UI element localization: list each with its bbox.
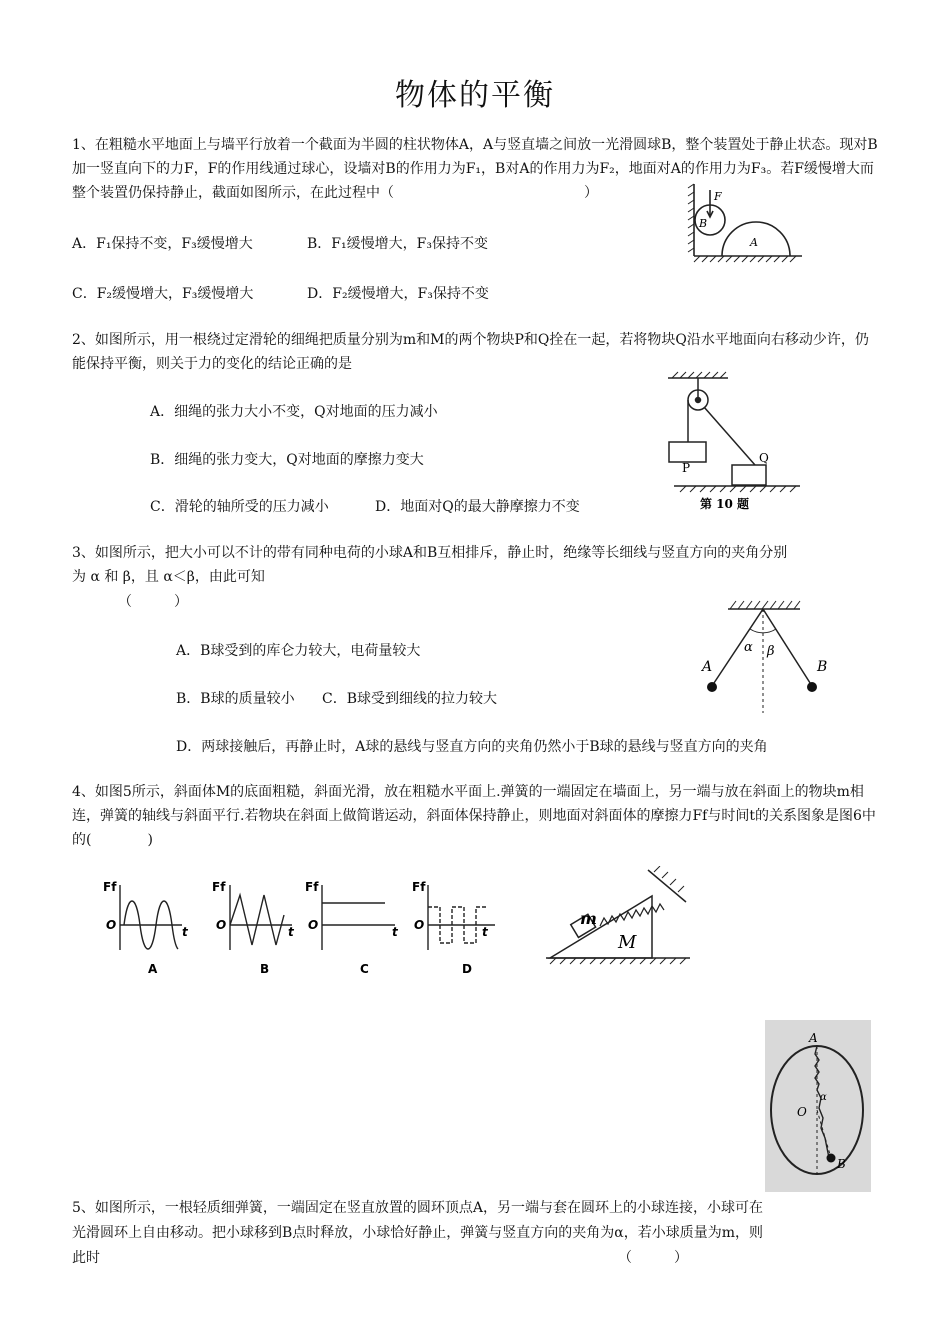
- question-4-stem: 4、如图5所示，斜面体M的底面粗糙，斜面光滑，放在粗糙水平面上.弹簧的一端固定在墙面上，另一端与放在斜面上的物块m相连，弹簧的轴线与斜面平行.若物块在斜面上做简谐运动，斜面体保持静止，则地面对斜面体的摩擦力Ff与时间t的关系图象是图6中的( ): [72, 784, 876, 848]
- graph-d-y-label: Ff: [412, 880, 426, 894]
- question-2-figure: [660, 370, 810, 516]
- graph-b-x-label: t: [288, 925, 294, 939]
- question-2-figure-label-q: Q: [759, 451, 769, 465]
- question-2-option-c: C．滑轮的轴所受的压力减小: [150, 499, 329, 515]
- question-1-paren-close: ）: [584, 185, 598, 201]
- graph-a-y-label: Ff: [103, 880, 117, 894]
- question-3-stem-line2: 为 α 和 β，且 α＜β，由此可知: [72, 569, 265, 585]
- question-3-stem-line1: 3、如图所示，把大小可以不计的带有同种电荷的小球A和B互相排斥，静止时，绝缘等长细线与竖直方向的夹角分别: [72, 545, 788, 561]
- graph-c-caption: C: [360, 962, 369, 976]
- question-1-figure-label-a: A: [750, 236, 758, 249]
- graph-d-x-label: t: [482, 925, 488, 939]
- question-3-option-c: C．B球受到细线的拉力较大: [322, 691, 497, 707]
- graph-b-y-label: Ff: [212, 880, 226, 894]
- question-2-option-b: B．细绳的张力变大，Q对地面的摩擦力变大: [150, 452, 424, 468]
- question-5-figure: [765, 1020, 871, 1192]
- graph-c: [305, 880, 399, 976]
- question-1-figure-label-f: F: [714, 190, 722, 203]
- question-1-option-d: D．F₂缓慢增大，F₃保持不变: [307, 286, 489, 302]
- question-3-figure-label-beta: β: [767, 644, 775, 659]
- question-4-incline-figure: [540, 866, 690, 966]
- question-5-figure-label-b: B: [837, 1157, 846, 1171]
- graph-b: [212, 880, 295, 976]
- question-3-ball-a: [707, 682, 717, 692]
- question-3-figure-label-alpha: α: [744, 640, 753, 655]
- question-3-option-a: A．B球受到的库仑力较大，电荷量较大: [176, 643, 421, 659]
- graph-d: [412, 880, 495, 976]
- graph-b-origin: O: [216, 918, 227, 932]
- graph-a-origin: O: [106, 918, 117, 932]
- graph-a-x-label: t: [182, 925, 188, 939]
- question-5-figure-label-alpha: α: [820, 1092, 827, 1103]
- graph-d-caption: D: [462, 962, 472, 976]
- question-1-option-a: A．F₁保持不变，F₃缓慢增大: [72, 236, 253, 252]
- question-3-paren: （ ）: [118, 594, 188, 610]
- question-5-figure-label-a: A: [809, 1031, 818, 1045]
- graph-a: [103, 880, 189, 976]
- question-3-option-b: B．B球的质量较小: [176, 691, 295, 707]
- question-5-stem-line1: 5、如图所示，一根轻质细弹簧，一端固定在竖直放置的圆环顶点A，另一端与套在圆环上的小球连接，小球可在: [72, 1200, 764, 1216]
- question-2-option-d: D．地面对Q的最大静摩擦力不变: [375, 499, 580, 515]
- question-3-ball-b: [807, 682, 817, 692]
- question-4-figure-label-big-m: M: [618, 932, 637, 953]
- page-title: 物体的平衡: [395, 78, 555, 113]
- question-5-ball: [827, 1154, 836, 1163]
- question-3-figure: [690, 595, 840, 720]
- question-4-graphs: [100, 875, 500, 985]
- question-5-stem-line2: 光滑圆环上自由移动。把小球移到B点时释放，小球恰好静止，弹簧与竖直方向的夹角为α，若小球质量为m，则: [72, 1225, 764, 1241]
- question-1-figure: [680, 180, 810, 270]
- question-2-option-a: A．细绳的张力大小不变，Q对地面的压力减小: [150, 404, 438, 420]
- question-4-figure-label-m: m: [580, 909, 597, 928]
- question-5-paren: （ ）: [618, 1250, 688, 1266]
- graph-a-caption: A: [148, 962, 158, 976]
- question-3-figure-label-b: B: [817, 659, 828, 675]
- question-2-stem: 2、如图所示，用一根绕过定滑轮的细绳把质量分别为m和M的两个物块P和Q拴在一起，若将物块Q沿水平地面向右移动少许，仍能保持平衡，则关于力的变化的结论正确的是: [72, 332, 869, 372]
- graph-c-y-label: Ff: [305, 880, 319, 894]
- question-2-figure-label-p: P: [682, 461, 691, 475]
- question-5-stem-line3: 此时: [72, 1250, 100, 1266]
- question-1-stem: 1、在粗糙水平地面上与墙平行放着一个截面为半圆的柱状物体A，A与竖直墙之间放一光滑圆球B，整个装置处于静止状态。现对B加一竖直向下的力F，F的作用线通过球心，设墙对B的作用力为F₁，B对A的作用力为F₂，地面对A的作用力为F₃。若F缓慢增大而整个装置仍保持静止，截面如图所示，在此过程中（: [72, 137, 878, 201]
- question-1-option-c: C．F₂缓慢增大，F₃缓慢增大: [72, 286, 254, 302]
- question-1-option-b: B．F₁缓慢增大，F₃保持不变: [307, 236, 488, 252]
- question-5-figure-label-o: O: [797, 1105, 807, 1119]
- question-1-figure-label-b: B: [699, 217, 708, 230]
- graph-d-origin: O: [414, 918, 425, 932]
- question-2-figure-caption: 第 10 题: [700, 497, 750, 511]
- graph-b-caption: B: [260, 962, 270, 976]
- question-3-figure-label-a: A: [702, 659, 713, 675]
- question-3-option-d: D．两球接触后，再静止时，A球的悬线与竖直方向的夹角仍然小于B球的悬线与竖直方向的夹角: [176, 739, 768, 755]
- graph-c-origin: O: [308, 918, 319, 932]
- graph-c-x-label: t: [392, 925, 398, 939]
